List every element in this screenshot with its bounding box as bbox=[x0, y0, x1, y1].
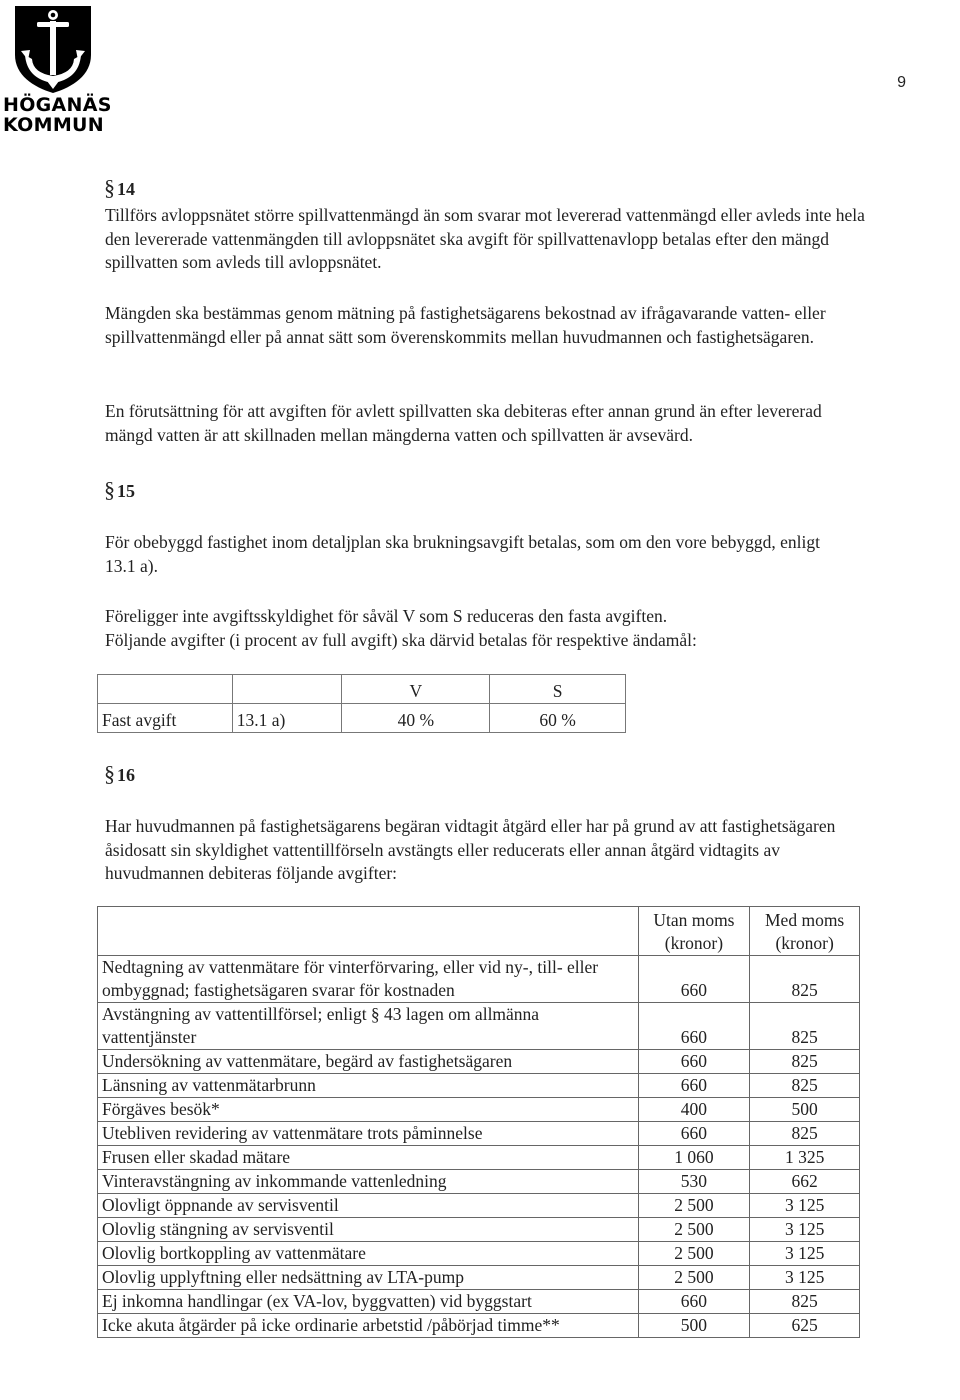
fee-incl-vat: 662 bbox=[750, 1170, 860, 1194]
fee-excl-vat: 2 500 bbox=[638, 1194, 750, 1218]
fee-excl-vat: 1 060 bbox=[638, 1146, 750, 1170]
fee-description: Utebliven revidering av vattenmätare trots påminnelse bbox=[98, 1122, 639, 1146]
fee-incl-vat: 825 bbox=[750, 1290, 860, 1314]
table-row bbox=[98, 1050, 860, 1074]
s14-paragraph-1: Tillförs avloppsnätet större spillvattenmängd än som svarar mot levererad vattenmängd eller avleds inte hela den levererade vattenmängden till avloppsnätet ska avgift för spillvattenavlopp betalas efter den mängd spillvatten som avleds till avloppsnätet. bbox=[105, 205, 865, 272]
table-row bbox=[98, 1170, 860, 1194]
table-cell bbox=[98, 675, 233, 704]
fee-description: Ej inkomna handlingar (ex VA-lov, byggvatten) vid byggstart bbox=[98, 1290, 639, 1314]
fee-description: Undersökning av vattenmätare, begärd av fastighetsägaren bbox=[98, 1050, 639, 1074]
fee-description: Nedtagning av vattenmätare för vinterförvaring, eller vid ny-, till- eller ombyggnad; fastighetsägaren svarar för kostnaden bbox=[98, 956, 639, 1003]
s15-paragraph-3: Följande avgifter (i procent av full avgift) ska därvid betalas för respektive ändamål: bbox=[105, 630, 697, 650]
column-header-excl-vat: Utan moms (kronor) bbox=[638, 907, 750, 956]
fees-table bbox=[97, 906, 860, 1338]
table-row bbox=[98, 1218, 860, 1242]
section-number: 16 bbox=[117, 765, 135, 785]
fee-description: Länsning av vattenmätarbrunn bbox=[98, 1074, 639, 1098]
fixed-fee-table bbox=[97, 674, 626, 733]
fee-description: Avstängning av vattentillförsel; enligt § 43 lagen om allmänna vattentjänster bbox=[98, 1003, 639, 1050]
fee-incl-vat: 825 bbox=[750, 1122, 860, 1146]
fee-excl-vat: 660 bbox=[638, 1290, 750, 1314]
section-symbol: § bbox=[104, 761, 115, 786]
section-number: 15 bbox=[117, 481, 135, 501]
s15-paragraph-1: För obebyggd fastighet inom detaljplan ska brukningsavgift betalas, som om den vore bebyggd, enligt 13.1 a). bbox=[105, 532, 820, 576]
table-row bbox=[98, 1074, 860, 1098]
table-row bbox=[98, 1194, 860, 1218]
fee-incl-vat: 825 bbox=[750, 1003, 860, 1050]
fee-excl-vat: 660 bbox=[638, 956, 750, 1003]
section-heading-14 bbox=[104, 176, 135, 201]
column-header-incl-vat: Med moms (kronor) bbox=[750, 907, 860, 956]
fee-incl-vat: 1 325 bbox=[750, 1146, 860, 1170]
fee-description: Olovlig stängning av servisventil bbox=[98, 1218, 639, 1242]
table-header-row bbox=[98, 907, 860, 956]
fee-incl-vat: 3 125 bbox=[750, 1218, 860, 1242]
fee-description: Vinteravstängning av inkommande vattenledning bbox=[98, 1170, 639, 1194]
table-cell bbox=[232, 675, 342, 704]
fee-excl-vat: 660 bbox=[638, 1122, 750, 1146]
column-header-s: S bbox=[490, 675, 626, 704]
s15-paragraph-2: Föreligger inte avgiftsskyldighet för såväl V som S reduceras den fasta avgiften. bbox=[105, 606, 668, 626]
table-cell bbox=[98, 907, 639, 956]
fee-description: Olovlig bortkoppling av vattenmätare bbox=[98, 1242, 639, 1266]
s14-paragraph-3: En förutsättning för att avgiften för avlett spillvatten ska debiteras efter annan grund än efter levererad mängd vatten är att skillnaden mellan mängderna vatten och spillvatten är avsevärd. bbox=[105, 401, 822, 445]
section-symbol: § bbox=[104, 175, 115, 200]
fee-incl-vat: 625 bbox=[750, 1314, 860, 1338]
fee-incl-vat: 500 bbox=[750, 1098, 860, 1122]
section-symbol: § bbox=[104, 477, 115, 502]
s16-paragraph-1: Har huvudmannen på fastighetsägarens begäran vidtagit åtgärd eller har på grund av att fastighetsägaren åsidosatt sin skyldighet vattentillförseln avstängts eller reducerats eller annan åtgärd vidtagits av huvudmannen debiteras följande avgifter: bbox=[105, 816, 836, 883]
fee-description: Icke akuta åtgärder på icke ordinarie arbetstid /påbörjad timme** bbox=[98, 1314, 639, 1338]
fee-excl-vat: 2 500 bbox=[638, 1242, 750, 1266]
table-row bbox=[98, 1290, 860, 1314]
fee-excl-vat: 660 bbox=[638, 1074, 750, 1098]
fee-excl-vat: 660 bbox=[638, 1050, 750, 1074]
value-v: 40 % bbox=[342, 704, 490, 733]
logo-line-1: HÖGANÄS bbox=[3, 94, 112, 116]
fee-incl-vat: 3 125 bbox=[750, 1266, 860, 1290]
fee-description: Olovlig upplyftning eller nedsättning av LTA-pump bbox=[98, 1266, 639, 1290]
section-heading-15 bbox=[104, 478, 135, 503]
table-header-row bbox=[98, 675, 626, 704]
fee-excl-vat: 2 500 bbox=[638, 1266, 750, 1290]
fee-excl-vat: 530 bbox=[638, 1170, 750, 1194]
fee-incl-vat: 3 125 bbox=[750, 1194, 860, 1218]
s14-paragraph-2: Mängden ska bestämmas genom mätning på fastighetsägarens bekostnad av ifrågavarande vatten- eller spillvattenmängd eller på annat sätt som överenskommits mellan huvudmannen och fastighetsägaren. bbox=[105, 303, 826, 347]
column-header-v: V bbox=[342, 675, 490, 704]
fee-excl-vat: 2 500 bbox=[638, 1218, 750, 1242]
table-row bbox=[98, 956, 860, 1003]
table-row bbox=[98, 1266, 860, 1290]
table-row bbox=[98, 1314, 860, 1338]
fee-description: Förgäves besök* bbox=[98, 1098, 639, 1122]
logo-wordmark bbox=[3, 95, 113, 135]
table-row bbox=[98, 1098, 860, 1122]
section-number: 14 bbox=[117, 179, 135, 199]
table-row bbox=[98, 1122, 860, 1146]
table-row bbox=[98, 1003, 860, 1050]
row-label: Fast avgift bbox=[98, 704, 233, 733]
coat-of-arms-icon bbox=[3, 3, 103, 95]
hoganas-kommun-logo bbox=[3, 3, 112, 136]
fee-incl-vat: 825 bbox=[750, 1074, 860, 1098]
section-heading-16 bbox=[104, 762, 135, 787]
page-number: 9 bbox=[897, 74, 906, 91]
fee-incl-vat: 825 bbox=[750, 1050, 860, 1074]
fee-excl-vat: 400 bbox=[638, 1098, 750, 1122]
fee-description: Frusen eller skadad mätare bbox=[98, 1146, 639, 1170]
fee-excl-vat: 500 bbox=[638, 1314, 750, 1338]
fee-description: Olovligt öppnande av servisventil bbox=[98, 1194, 639, 1218]
table-row bbox=[98, 1242, 860, 1266]
fee-incl-vat: 3 125 bbox=[750, 1242, 860, 1266]
row-reference: 13.1 a) bbox=[232, 704, 342, 733]
fee-incl-vat: 825 bbox=[750, 956, 860, 1003]
table-row bbox=[98, 704, 626, 733]
value-s: 60 % bbox=[490, 704, 626, 733]
table-row bbox=[98, 1146, 860, 1170]
logo-line-2: KOMMUN bbox=[3, 114, 104, 136]
fee-excl-vat: 660 bbox=[638, 1003, 750, 1050]
